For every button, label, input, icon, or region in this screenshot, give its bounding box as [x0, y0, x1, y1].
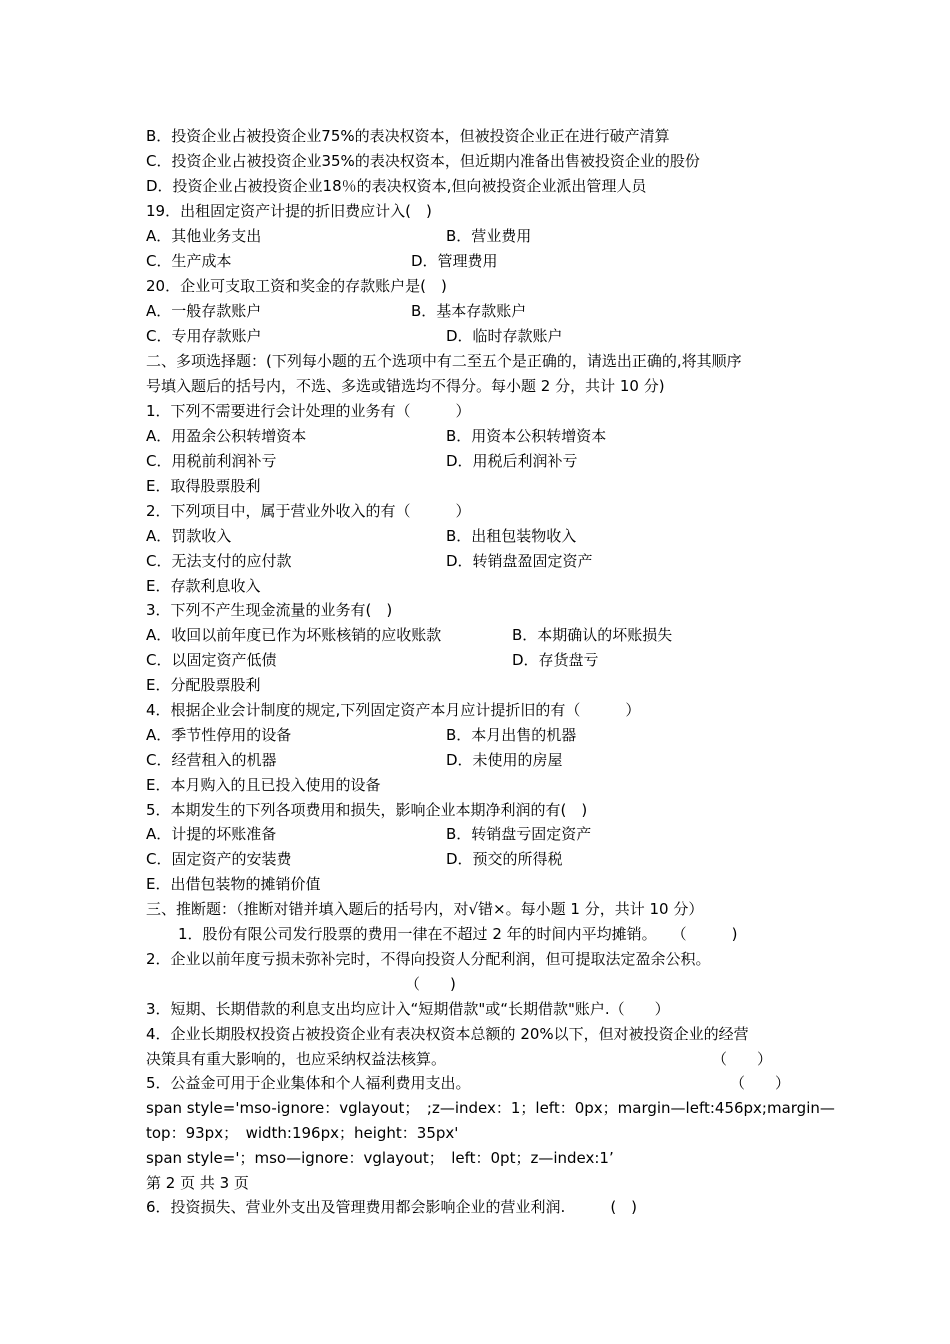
section-2-heading: 二、多项选择题：(下列每小题的五个选项中有二至五个是正确的，请选出正确的,将其顺序 — [146, 352, 742, 370]
mc-2-d: D．转销盘盈固定资产 — [446, 552, 593, 570]
page-number: 第 2 页 共 3 页 — [146, 1174, 249, 1192]
mc-3-a: A．收回以前年度已作为坏账核销的应收账款 — [146, 626, 442, 644]
mc-1-d: D．用税后利润补亏 — [446, 452, 578, 470]
mc-1-c: C．用税前利润补亏 — [146, 452, 277, 470]
mc-2-b: B．出租包装物收入 — [446, 527, 577, 545]
mc-4-b: B．本月出售的机器 — [446, 726, 577, 744]
mc-1-b: B．用资本公积转增资本 — [446, 427, 607, 445]
option-19-b: B．营业费用 — [446, 227, 532, 245]
mc-question-3: 3．下列不产生现金流量的业务有( ) — [146, 601, 393, 619]
option-d-prev: D．投资企业占被投资企业18％的表决权资本,但向被投资企业派出管理人员 — [146, 177, 647, 195]
stray-markup-line-3: span style='；mso—ignore：vglayout； left：0pt；z—index:1’ — [146, 1149, 614, 1167]
tf-question-5: 5．公益金可用于企业集体和个人福利费用支出。 — [146, 1074, 471, 1092]
mc-1-e: E．取得股票股利 — [146, 477, 261, 495]
stray-markup-line-2: top：93px； width:196px；height：35px' — [146, 1124, 459, 1142]
tf-question-1: 1．股份有限公司发行股票的费用一律在不超过 2 年的时间内平均摊销。 （ ) — [178, 925, 738, 943]
tf-question-4: 4．企业长期股权投资占被投资企业有表决权资本总额的 20%以下，但对被投资企业的经营 — [146, 1025, 749, 1043]
section-3-heading: 三、推断题：（推断对错并填入题后的括号内，对√错×。每小题 1 分，共计 10 分） — [146, 900, 704, 918]
mc-5-e: E．出借包装物的摊销价值 — [146, 875, 321, 893]
mc-5-a: A．计提的坏账准备 — [146, 825, 277, 843]
question-20: 20．企业可支取工资和奖金的存款账户是( ) — [146, 277, 447, 295]
tf-5-bracket: （ ） — [730, 1074, 791, 1092]
mc-question-4: 4．根据企业会计制度的规定,下列固定资产本月应计提折旧的有（ ） — [146, 701, 641, 719]
option-19-d: D．管理费用 — [411, 252, 498, 270]
mc-3-d: D．存货盘亏 — [512, 651, 599, 669]
tf-question-6: 6．投资损失、营业外支出及管理费用都会影响企业的营业利润. ( ) — [146, 1198, 638, 1216]
mc-3-e: E．分配股票股利 — [146, 676, 261, 694]
option-20-b: B．基本存款账户 — [411, 302, 527, 320]
mc-question-5: 5．本期发生的下列各项费用和损失，影响企业本期净利润的有( ) — [146, 801, 588, 819]
tf-4-bracket: （ ） — [712, 1050, 773, 1068]
mc-2-c: C．无法支付的应付款 — [146, 552, 292, 570]
section-2-heading-cont: 号填入题后的括号内，不选、多选或错选均不得分。每小题 2 分，共计 10 分) — [146, 377, 665, 395]
option-20-c: C．专用存款账户 — [146, 327, 262, 345]
mc-question-2: 2．下列项目中，属于营业外收入的有（ ） — [146, 502, 471, 520]
mc-3-c: C．以固定资产低债 — [146, 651, 277, 669]
tf-question-4-cont: 决策具有重大影响的，也应采纳权益法核算。 — [146, 1050, 447, 1068]
mc-3-b: B．本期确认的坏账损失 — [512, 626, 673, 644]
mc-5-b: B．转销盘亏固定资产 — [446, 825, 592, 843]
mc-5-c: C．固定资产的安装费 — [146, 850, 292, 868]
option-19b-prev: B．投资企业占被投资企业75%的表决权资本，但被投资企业正在进行破产清算 — [146, 127, 670, 145]
mc-4-a: A．季节性停用的设备 — [146, 726, 292, 744]
mc-question-1: 1．下列不需要进行会计处理的业务有（ ） — [146, 402, 471, 420]
tf-question-2: 2．企业以前年度亏损未弥补完时，不得向投资人分配利润，但可提取法定盈余公积。 — [146, 950, 711, 968]
option-20-d: D．临时存款账户 — [446, 327, 563, 345]
option-19-c: C．生产成本 — [146, 252, 232, 270]
mc-4-e: E．本月购入的且已投入使用的设备 — [146, 776, 381, 794]
mc-4-c: C．经营租入的机器 — [146, 751, 277, 769]
option-c-prev: C．投资企业占被投资企业35%的表决权资本，但近期内准备出售被投资企业的股份 — [146, 152, 700, 170]
stray-markup-line-1: span style='mso-ignore：vglayout； ;z—index：1；left：0px；margin—left:456px;margin— — [146, 1099, 835, 1117]
mc-5-d: D．预交的所得税 — [446, 850, 563, 868]
mc-4-d: D．未使用的房屋 — [446, 751, 563, 769]
mc-2-e: E．存款利息收入 — [146, 577, 261, 595]
question-19: 19．出租固定资产计提的折旧费应计入( ) — [146, 202, 432, 220]
tf-2-bracket: （ ) — [405, 975, 456, 993]
option-19-a: A．其他业务支出 — [146, 227, 262, 245]
tf-question-3: 3．短期、长期借款的利息支出均应计入“短期借款"或“长期借款"账户.（ ） — [146, 1000, 670, 1018]
option-20-a: A．一般存款账户 — [146, 302, 262, 320]
mc-2-a: A．罚款收入 — [146, 527, 232, 545]
mc-1-a: A．用盈余公积转增资本 — [146, 427, 307, 445]
